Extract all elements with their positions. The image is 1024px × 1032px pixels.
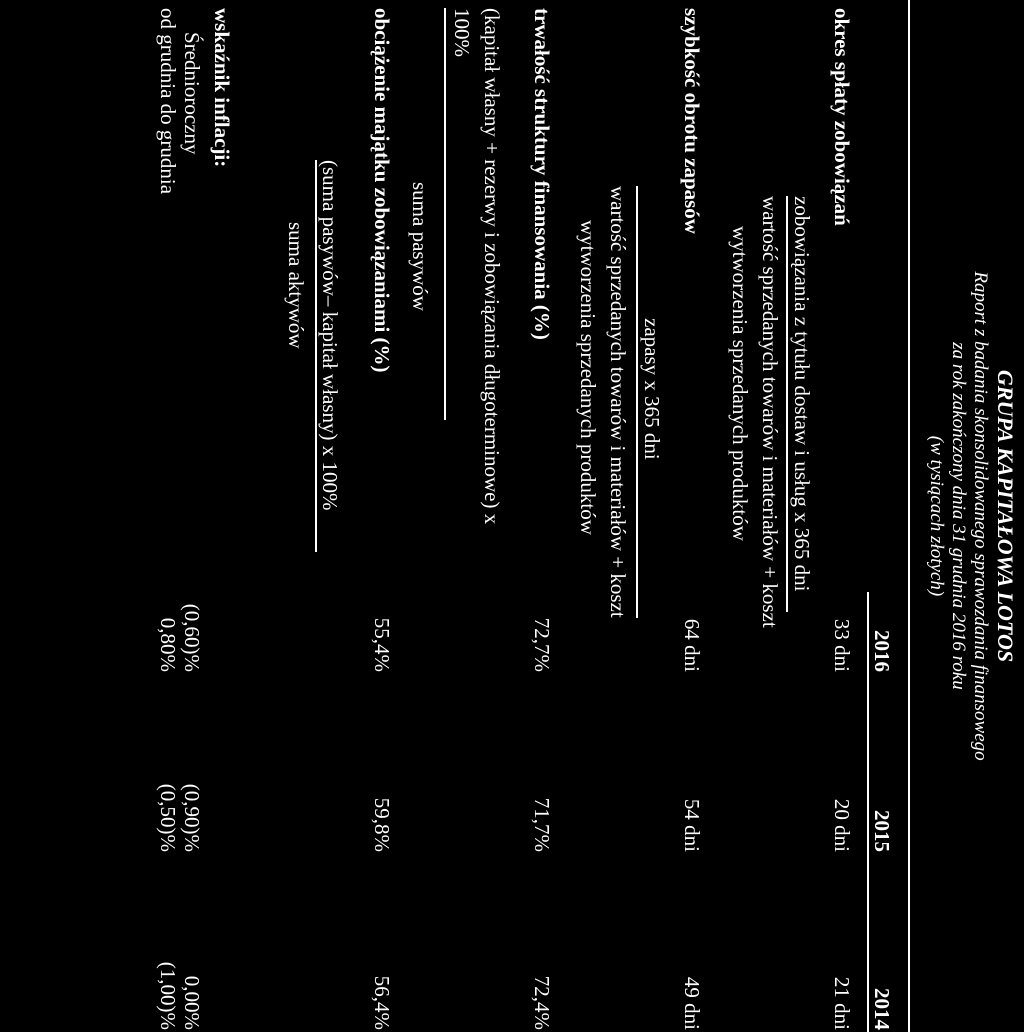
formula-inventory-denominator-1: wartość sprzedanych towarów i materiałów + koszt [606, 186, 630, 618]
value-inventory-turnover-2016: 64 dni [680, 618, 704, 672]
formula-payment-denominator-1: wartość sprzedanych towarów i materiałów + koszt [758, 196, 782, 628]
formula-inventory-denominator-2: wytworzenia sprzedanych produktów [576, 220, 600, 535]
column-header-2016: 2016 [870, 630, 894, 672]
top-rule [908, 0, 910, 1032]
value-inventory-turnover-2014: 49 dni [680, 976, 704, 1030]
value-inflation-average-2016: (0,60)% [180, 603, 204, 672]
formula-debt-divider [316, 160, 318, 552]
row-label-inflation-dec-dec: od grudnia do grudnia [156, 8, 180, 195]
formula-stability-numerator-2: 100% [450, 8, 474, 57]
formula-inventory-numerator: zapasy x 365 dni [640, 318, 664, 460]
row-label-inventory-turnover: szybkość obrotu zapasów [680, 8, 704, 234]
column-header-rule [868, 592, 870, 1032]
formula-payment-denominator-2: wytworzenia sprzedanych produktów [728, 226, 752, 541]
report-units: (w tysiącach złotych) [926, 435, 947, 597]
formula-debt-numerator: (suma pasywów– kapitał własny) x 100% [318, 160, 342, 511]
company-title: GRUPA KAPITAŁOWA LOTOS [993, 369, 1018, 663]
value-financing-stability-2014: 72,4% [530, 975, 554, 1030]
value-financing-stability-2015: 71,7% [530, 797, 554, 852]
value-inflation-dec-dec-2015: (0,50)% [156, 783, 180, 852]
row-label-payment-period: okres spłaty zobowiązań [830, 8, 854, 226]
row-label-financing-stability: trwałość struktury finansowania (%) [530, 8, 554, 340]
column-header-2015: 2015 [870, 810, 894, 852]
report-period: za rok zakończony dnia 31 grudnia 2016 roku [948, 342, 969, 690]
value-asset-debt-load-2016: 55,4% [370, 617, 394, 672]
formula-stability-denominator: suma pasywów [408, 182, 432, 311]
value-financing-stability-2016: 72,7% [530, 617, 554, 672]
value-inflation-average-2015: (0,90)% [180, 783, 204, 852]
value-asset-debt-load-2014: 56,4% [370, 975, 394, 1030]
value-inflation-dec-dec-2016: 0,80% [156, 617, 180, 672]
row-label-inflation: wskaźnik inflacji: [210, 8, 234, 168]
formula-stability-divider [445, 8, 447, 420]
formula-inventory-divider [637, 186, 639, 618]
formula-payment-divider [787, 196, 789, 612]
row-label-inflation-average: Średnioroczny [180, 32, 204, 155]
column-header-2014: 2014 [870, 988, 894, 1030]
value-inflation-dec-dec-2014: (1,00)% [156, 961, 180, 1030]
value-asset-debt-load-2015: 59,8% [370, 797, 394, 852]
formula-payment-numerator: zobowiązania z tytułu dostaw i usług x 365 dni [790, 196, 814, 592]
value-payment-period-2014: 21 dni [830, 976, 854, 1030]
formula-stability-numerator-1: (kapitał własny + rezerwy i zobowiązania długoterminowe) x [480, 8, 504, 525]
report-subtitle: Raport z badania skonsolidowanego sprawozdania finansowego [970, 271, 991, 761]
value-inventory-turnover-2015: 54 dni [680, 798, 704, 852]
formula-debt-denominator: suma aktywów [284, 222, 308, 349]
value-payment-period-2016: 33 dni [830, 618, 854, 672]
value-inflation-average-2014: 0,00% [180, 975, 204, 1030]
value-payment-period-2015: 20 dni [830, 798, 854, 852]
row-label-asset-debt-load: obciążenie majątku zobowiązaniami (%) [370, 8, 394, 373]
